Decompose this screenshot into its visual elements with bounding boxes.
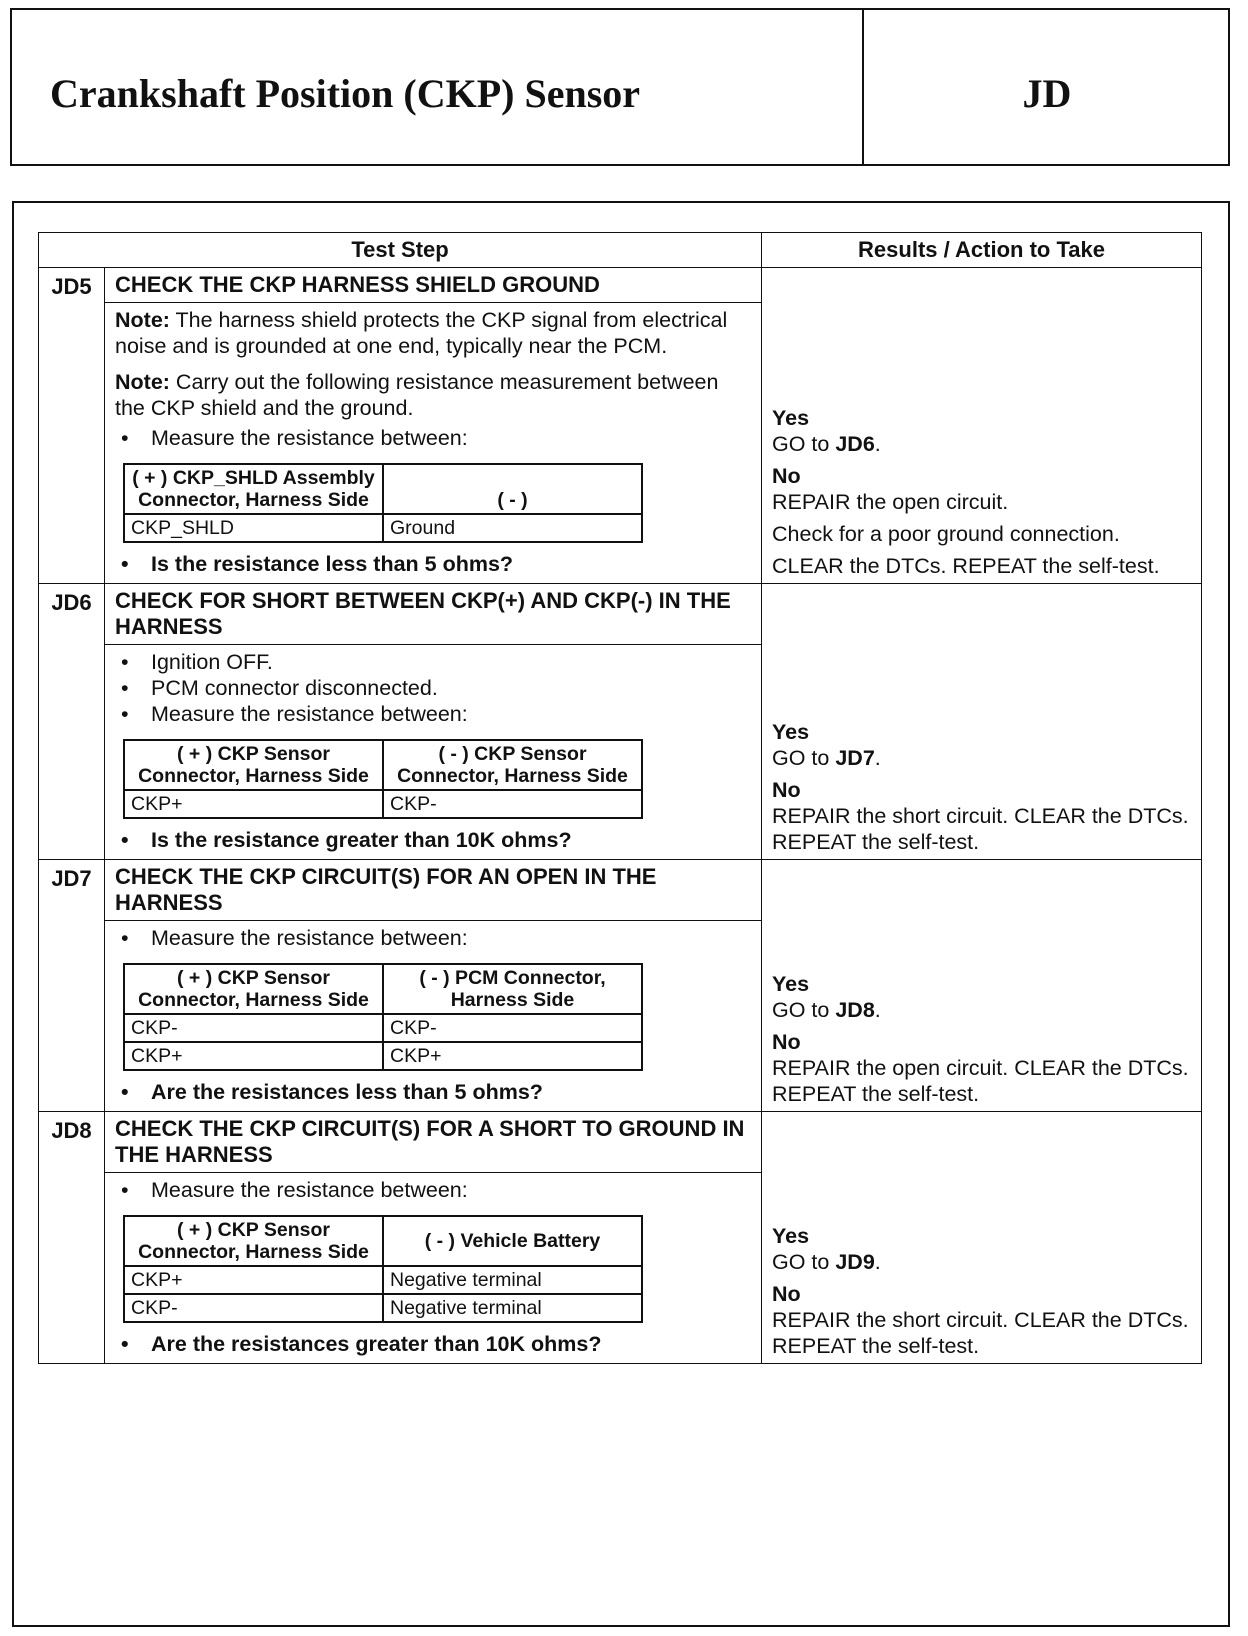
step-title-row [39,860,1202,921]
no-action: REPAIR the short circuit. CLEAR the DTCs. REPEAT the self-test. [772,804,1189,854]
step-question: • Is the resistance greater than 10K ohms? [115,827,751,853]
test-step-table [38,232,1202,1364]
bullet-item: • Measure the resistance between: [115,1177,751,1203]
step-id-spacer [39,303,105,584]
step-title: CHECK THE CKP HARNESS SHIELD GROUND [105,268,762,303]
measurement-cell: CKP+ [124,1042,383,1070]
measurement-cell: Ground [383,514,642,542]
yes-action: GO to JD8. [772,998,881,1022]
measurement-cell: CKP- [383,1014,642,1042]
note [115,369,751,421]
bullet-item: • PCM connector disconnected. [115,675,751,701]
note [115,307,751,359]
page-title: Crankshaft Position (CKP) Sensor [50,71,641,116]
step-id-spacer [39,1173,105,1364]
bullet-item: • Measure the resistance between: [115,425,751,451]
measurement-header: ( + ) CKP_SHLD Assembly Connector, Harness Side [124,464,383,514]
note-label: Note: [115,308,170,332]
step-id-spacer [39,921,105,1112]
measurement-cell: CKP- [124,1294,383,1322]
measurement-cell: CKP_SHLD [124,514,383,542]
step-id: JD6 [39,584,105,645]
yes-goto-target: JD7 [835,746,875,770]
no-label: No [772,464,801,488]
no-label: No [772,1282,801,1306]
measurement-header: ( + ) CKP Sensor Connector, Harness Side [124,964,383,1014]
note-text: The harness shield protects the CKP signal from electrical noise and is grounded at one end, typically near the PCM. [115,308,728,358]
yes-label: Yes [772,720,810,744]
no-action: REPAIR the open circuit. CLEAR the DTCs. REPEAT the self-test. [772,1056,1189,1106]
measurement-cell: CKP- [124,1014,383,1042]
yes-action: GO to JD6. [772,432,881,456]
step-title: CHECK THE CKP CIRCUIT(S) FOR A SHORT TO GROUND IN THE HARNESS [105,1112,762,1173]
yes-action: GO to JD9. [772,1250,881,1274]
measurement-header: ( + ) CKP Sensor Connector, Harness Side [124,1216,383,1266]
yes-goto-text: GO to [772,746,836,770]
step-body [105,645,762,860]
step-results [762,268,1202,584]
step-body [105,303,762,584]
measurement-cell: CKP+ [124,1266,383,1294]
note-label: Note: [115,370,170,394]
measurement-table [123,739,643,819]
measurement-cell: Negative terminal [383,1266,642,1294]
step-title-row [39,268,1202,303]
yes-label: Yes [772,1224,810,1248]
yes-action: GO to JD7. [772,746,881,770]
measurement-header: ( + ) CKP Sensor Connector, Harness Side [124,740,383,790]
yes-goto-target: JD9 [835,1250,875,1274]
no-action: Check for a poor ground connection. [772,522,1120,546]
yes-goto-target: JD6 [835,432,875,456]
yes-goto-target: JD8 [835,998,875,1022]
measurement-table [123,1215,643,1323]
measurement-header: ( - ) [383,464,642,514]
section-code: JD [1022,71,1072,116]
col-header-results: Results / Action to Take [762,233,1202,268]
measurement-cell: CKP+ [124,790,383,818]
step-id: JD5 [39,268,105,303]
step-results [762,1112,1202,1364]
bullet-item: • Measure the resistance between: [115,701,751,727]
bullet-item: • Measure the resistance between: [115,925,751,951]
step-id-spacer [39,645,105,860]
measurement-header: ( - ) CKP Sensor Connector, Harness Side [383,740,642,790]
step-body [105,1173,762,1364]
step-title: CHECK THE CKP CIRCUIT(S) FOR AN OPEN IN THE HARNESS [105,860,762,921]
no-label: No [772,778,801,802]
no-action: REPAIR the short circuit. CLEAR the DTCs. REPEAT the self-test. [772,1308,1189,1358]
note-text: Carry out the following resistance measurement between the CKP shield and the ground. [115,370,719,420]
col-header-test-step: Test Step [39,233,762,268]
step-id: JD8 [39,1112,105,1173]
step-title-row [39,1112,1202,1173]
step-results [762,584,1202,860]
measurement-cell: Negative terminal [383,1294,642,1322]
measurement-table [123,963,643,1071]
measurement-cell: CKP- [383,790,642,818]
yes-goto-text: GO to [772,998,836,1022]
step-id: JD7 [39,860,105,921]
step-title-row [39,584,1202,645]
yes-goto-text: GO to [772,1250,836,1274]
page-header [10,8,1230,166]
yes-goto-text: GO to [772,432,836,456]
no-action: CLEAR the DTCs. REPEAT the self-test. [772,554,1160,578]
step-title: CHECK FOR SHORT BETWEEN CKP(+) AND CKP(-) IN THE HARNESS [105,584,762,645]
measurement-table [123,463,643,543]
step-question: • Is the resistance less than 5 ohms? [115,551,751,577]
measurement-cell: CKP+ [383,1042,642,1070]
no-action: REPAIR the open circuit. [772,490,1009,514]
yes-label: Yes [772,406,810,430]
measurement-header: ( - ) Vehicle Battery [383,1216,642,1266]
step-question: • Are the resistances less than 5 ohms? [115,1079,751,1105]
yes-label: Yes [772,972,810,996]
step-results [762,860,1202,1112]
measurement-header: ( - ) PCM Connector, Harness Side [383,964,642,1014]
step-question: • Are the resistances greater than 10K ohms? [115,1331,751,1357]
step-body [105,921,762,1112]
no-label: No [772,1030,801,1054]
bullet-item: • Ignition OFF. [115,649,751,675]
